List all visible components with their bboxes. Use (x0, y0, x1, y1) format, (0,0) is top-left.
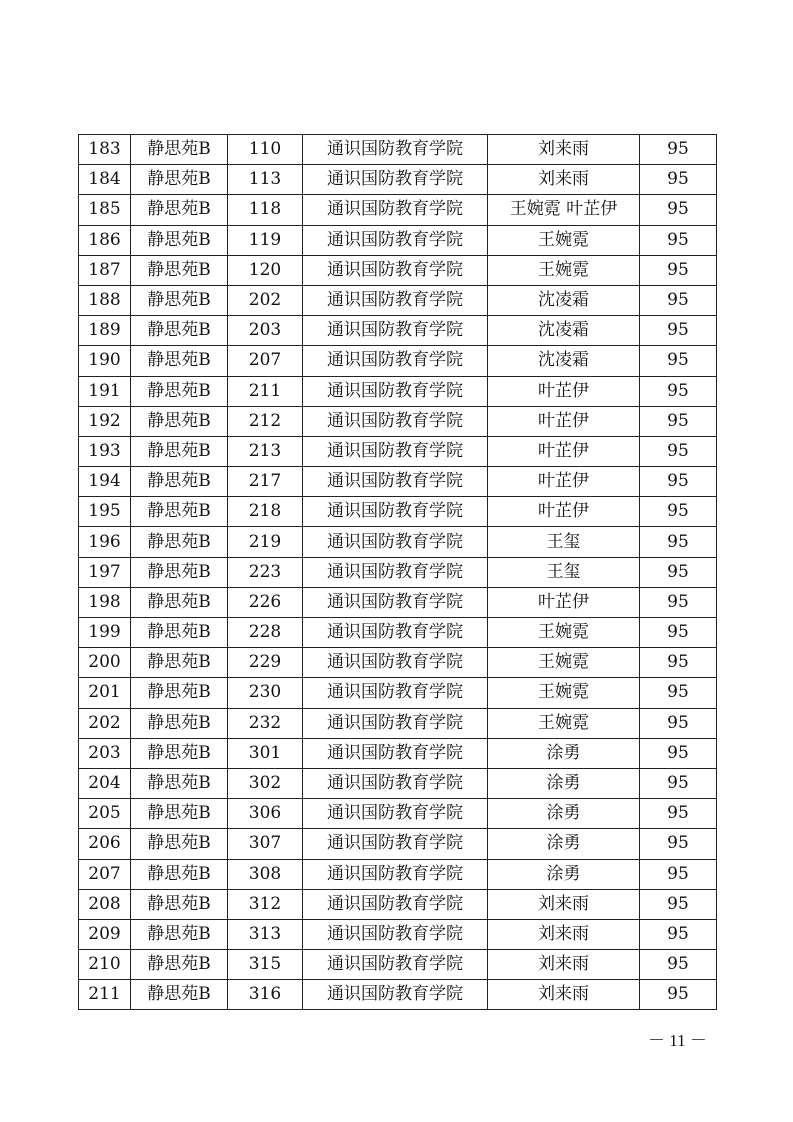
table-row (79, 618, 717, 648)
college-cell: 通识国防教育学院 (303, 316, 488, 346)
table-row (79, 467, 717, 497)
table-row (79, 648, 717, 678)
room-cell: 308 (228, 859, 303, 889)
building-cell: 静思苑B (131, 768, 228, 798)
college-cell: 通识国防教育学院 (303, 859, 488, 889)
building-cell: 静思苑B (131, 557, 228, 587)
score-cell: 95 (640, 648, 717, 678)
table-row (79, 436, 717, 466)
table-row (79, 406, 717, 436)
score-cell: 95 (640, 346, 717, 376)
college-cell: 通识国防教育学院 (303, 950, 488, 980)
inspector-cell: 王婉霓 (488, 618, 640, 648)
score-cell: 95 (640, 708, 717, 738)
index-cell: 202 (79, 708, 131, 738)
college-cell: 通识国防教育学院 (303, 165, 488, 195)
index-cell: 184 (79, 165, 131, 195)
index-cell: 193 (79, 436, 131, 466)
college-cell: 通识国防教育学院 (303, 557, 488, 587)
score-cell: 95 (640, 618, 717, 648)
score-cell: 95 (640, 255, 717, 285)
college-cell: 通识国防教育学院 (303, 738, 488, 768)
table-row (79, 859, 717, 889)
building-cell: 静思苑B (131, 799, 228, 829)
building-cell: 静思苑B (131, 527, 228, 557)
room-cell: 228 (228, 618, 303, 648)
inspector-cell: 叶芷伊 (488, 497, 640, 527)
college-cell: 通识国防教育学院 (303, 497, 488, 527)
score-cell: 95 (640, 678, 717, 708)
room-cell: 306 (228, 799, 303, 829)
inspector-cell: 沈凌霜 (488, 316, 640, 346)
room-cell: 203 (228, 316, 303, 346)
table-row (79, 738, 717, 768)
index-cell: 204 (79, 768, 131, 798)
room-cell: 211 (228, 376, 303, 406)
building-cell: 静思苑B (131, 346, 228, 376)
score-cell: 95 (640, 980, 717, 1010)
college-cell: 通识国防教育学院 (303, 527, 488, 557)
room-cell: 119 (228, 225, 303, 255)
score-cell: 95 (640, 768, 717, 798)
college-cell: 通识国防教育学院 (303, 406, 488, 436)
index-cell: 190 (79, 346, 131, 376)
building-cell: 静思苑B (131, 618, 228, 648)
room-cell: 316 (228, 980, 303, 1010)
inspector-cell: 沈凌霜 (488, 346, 640, 376)
room-cell: 229 (228, 648, 303, 678)
room-cell: 219 (228, 527, 303, 557)
room-cell: 307 (228, 829, 303, 859)
building-cell: 静思苑B (131, 889, 228, 919)
score-cell: 95 (640, 829, 717, 859)
score-cell: 95 (640, 919, 717, 949)
college-cell: 通识国防教育学院 (303, 919, 488, 949)
table-row (79, 527, 717, 557)
building-cell: 静思苑B (131, 648, 228, 678)
room-cell: 301 (228, 738, 303, 768)
building-cell: 静思苑B (131, 980, 228, 1010)
score-cell: 95 (640, 376, 717, 406)
inspector-cell: 叶芷伊 (488, 587, 640, 617)
index-cell: 198 (79, 587, 131, 617)
building-cell: 静思苑B (131, 255, 228, 285)
inspector-cell: 刘来雨 (488, 950, 640, 980)
college-cell: 通识国防教育学院 (303, 799, 488, 829)
inspector-cell: 王婉霓 (488, 708, 640, 738)
room-cell: 302 (228, 768, 303, 798)
college-cell: 通识国防教育学院 (303, 467, 488, 497)
building-cell: 静思苑B (131, 708, 228, 738)
inspector-cell: 王玺 (488, 557, 640, 587)
index-cell: 209 (79, 919, 131, 949)
index-cell: 189 (79, 316, 131, 346)
inspector-cell: 王婉霓 (488, 678, 640, 708)
inspector-cell: 刘来雨 (488, 980, 640, 1010)
college-cell: 通识国防教育学院 (303, 708, 488, 738)
table-row (79, 829, 717, 859)
table-row (79, 587, 717, 617)
table-row (79, 376, 717, 406)
room-cell: 313 (228, 919, 303, 949)
index-cell: 205 (79, 799, 131, 829)
room-cell: 226 (228, 587, 303, 617)
room-cell: 213 (228, 436, 303, 466)
room-cell: 110 (228, 135, 303, 165)
college-cell: 通识国防教育学院 (303, 255, 488, 285)
index-cell: 195 (79, 497, 131, 527)
inspector-cell: 叶芷伊 (488, 376, 640, 406)
inspector-cell: 刘来雨 (488, 135, 640, 165)
score-cell: 95 (640, 527, 717, 557)
table-row (79, 285, 717, 315)
table-row (79, 346, 717, 376)
score-cell: 95 (640, 195, 717, 225)
college-cell: 通识国防教育学院 (303, 587, 488, 617)
table-row (79, 919, 717, 949)
room-cell: 315 (228, 950, 303, 980)
building-cell: 静思苑B (131, 436, 228, 466)
table-row (79, 557, 717, 587)
room-cell: 230 (228, 678, 303, 708)
index-cell: 200 (79, 648, 131, 678)
score-cell: 95 (640, 285, 717, 315)
index-cell: 188 (79, 285, 131, 315)
index-cell: 197 (79, 557, 131, 587)
table-row (79, 497, 717, 527)
index-cell: 203 (79, 738, 131, 768)
table-row (79, 980, 717, 1010)
building-cell: 静思苑B (131, 678, 228, 708)
score-cell: 95 (640, 225, 717, 255)
inspector-cell: 王婉霓 (488, 255, 640, 285)
building-cell: 静思苑B (131, 376, 228, 406)
inspector-cell: 涂勇 (488, 768, 640, 798)
score-cell: 95 (640, 950, 717, 980)
inspector-cell: 王婉霓 (488, 225, 640, 255)
index-cell: 201 (79, 678, 131, 708)
inspector-cell: 刘来雨 (488, 889, 640, 919)
index-cell: 187 (79, 255, 131, 285)
index-cell: 185 (79, 195, 131, 225)
table-row (79, 708, 717, 738)
room-cell: 120 (228, 255, 303, 285)
room-cell: 217 (228, 467, 303, 497)
building-cell: 静思苑B (131, 195, 228, 225)
index-cell: 199 (79, 618, 131, 648)
score-cell: 95 (640, 889, 717, 919)
building-cell: 静思苑B (131, 165, 228, 195)
inspector-cell: 叶芷伊 (488, 436, 640, 466)
college-cell: 通识国防教育学院 (303, 980, 488, 1010)
building-cell: 静思苑B (131, 919, 228, 949)
college-cell: 通识国防教育学院 (303, 436, 488, 466)
college-cell: 通识国防教育学院 (303, 678, 488, 708)
index-cell: 211 (79, 980, 131, 1010)
building-cell: 静思苑B (131, 738, 228, 768)
room-cell: 207 (228, 346, 303, 376)
college-cell: 通识国防教育学院 (303, 618, 488, 648)
score-cell: 95 (640, 467, 717, 497)
index-cell: 208 (79, 889, 131, 919)
building-cell: 静思苑B (131, 829, 228, 859)
inspector-cell: 王婉霓 (488, 648, 640, 678)
score-cell: 95 (640, 738, 717, 768)
table-row (79, 225, 717, 255)
index-cell: 191 (79, 376, 131, 406)
table-row (79, 768, 717, 798)
building-cell: 静思苑B (131, 859, 228, 889)
room-cell: 232 (228, 708, 303, 738)
room-cell: 113 (228, 165, 303, 195)
room-cell: 223 (228, 557, 303, 587)
table-row (79, 950, 717, 980)
room-cell: 202 (228, 285, 303, 315)
room-cell: 312 (228, 889, 303, 919)
score-cell: 95 (640, 497, 717, 527)
index-cell: 206 (79, 829, 131, 859)
college-cell: 通识国防教育学院 (303, 376, 488, 406)
building-cell: 静思苑B (131, 406, 228, 436)
inspector-cell: 叶芷伊 (488, 406, 640, 436)
table-row (79, 316, 717, 346)
score-cell: 95 (640, 557, 717, 587)
score-cell: 95 (640, 406, 717, 436)
room-cell: 212 (228, 406, 303, 436)
index-cell: 207 (79, 859, 131, 889)
college-cell: 通识国防教育学院 (303, 648, 488, 678)
table-row (79, 165, 717, 195)
building-cell: 静思苑B (131, 316, 228, 346)
table-row (79, 195, 717, 225)
score-cell: 95 (640, 436, 717, 466)
index-cell: 196 (79, 527, 131, 557)
table-row (79, 255, 717, 285)
table-body (79, 135, 717, 1010)
score-cell: 95 (640, 165, 717, 195)
index-cell: 194 (79, 467, 131, 497)
building-cell: 静思苑B (131, 467, 228, 497)
college-cell: 通识国防教育学院 (303, 195, 488, 225)
inspector-cell: 刘来雨 (488, 165, 640, 195)
table-row (79, 678, 717, 708)
building-cell: 静思苑B (131, 135, 228, 165)
college-cell: 通识国防教育学院 (303, 889, 488, 919)
dormitory-score-table (78, 134, 717, 1010)
inspector-cell: 叶芷伊 (488, 467, 640, 497)
dormitory-table-container (78, 134, 716, 1010)
room-cell: 118 (228, 195, 303, 225)
score-cell: 95 (640, 859, 717, 889)
building-cell: 静思苑B (131, 285, 228, 315)
college-cell: 通识国防教育学院 (303, 829, 488, 859)
index-cell: 192 (79, 406, 131, 436)
inspector-cell: 涂勇 (488, 799, 640, 829)
inspector-cell: 涂勇 (488, 829, 640, 859)
inspector-cell: 王玺 (488, 527, 640, 557)
table-row (79, 889, 717, 919)
index-cell: 183 (79, 135, 131, 165)
table-row (79, 799, 717, 829)
score-cell: 95 (640, 799, 717, 829)
score-cell: 95 (640, 135, 717, 165)
college-cell: 通识国防教育学院 (303, 768, 488, 798)
college-cell: 通识国防教育学院 (303, 346, 488, 376)
inspector-cell: 涂勇 (488, 859, 640, 889)
room-cell: 218 (228, 497, 303, 527)
index-cell: 210 (79, 950, 131, 980)
building-cell: 静思苑B (131, 497, 228, 527)
score-cell: 95 (640, 316, 717, 346)
page-number: － 11 － (648, 1031, 707, 1050)
score-cell: 95 (640, 587, 717, 617)
college-cell: 通识国防教育学院 (303, 285, 488, 315)
building-cell: 静思苑B (131, 587, 228, 617)
building-cell: 静思苑B (131, 950, 228, 980)
index-cell: 186 (79, 225, 131, 255)
table-row (79, 135, 717, 165)
inspector-cell: 王婉霓 叶芷伊 (488, 195, 640, 225)
college-cell: 通识国防教育学院 (303, 135, 488, 165)
inspector-cell: 刘来雨 (488, 919, 640, 949)
inspector-cell: 沈凌霜 (488, 285, 640, 315)
building-cell: 静思苑B (131, 225, 228, 255)
inspector-cell: 涂勇 (488, 738, 640, 768)
college-cell: 通识国防教育学院 (303, 225, 488, 255)
